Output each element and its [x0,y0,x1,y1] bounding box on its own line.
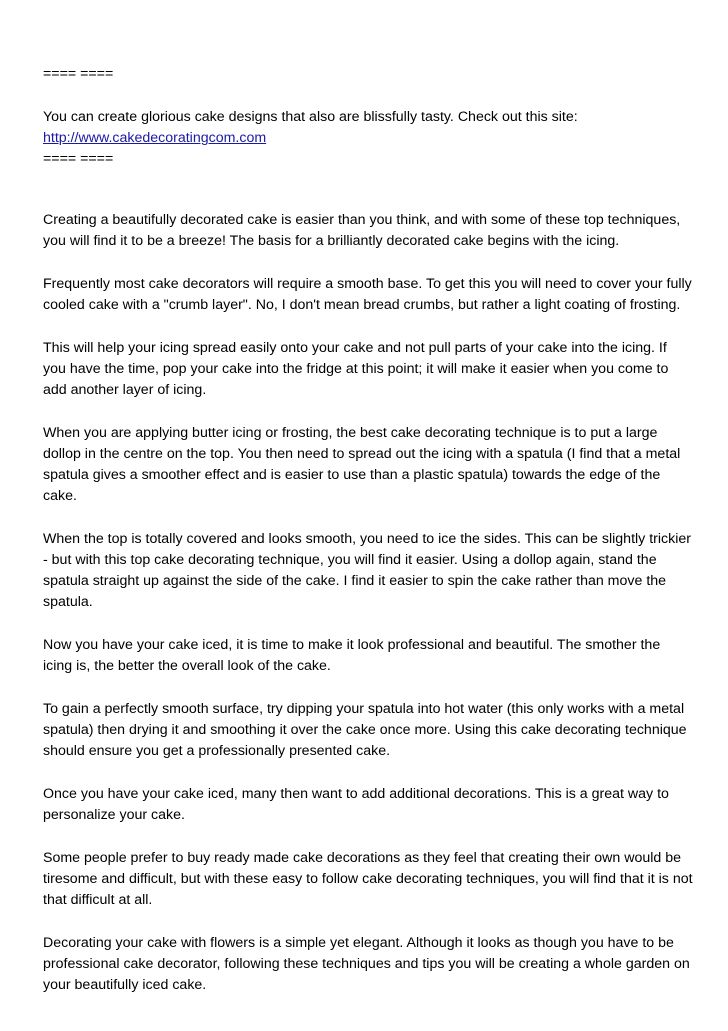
paragraph-6: Now you have your cake iced, it is time to make it look professional and beautiful. The smother the icing is, the better the overall look of the cake. [43,637,661,674]
paragraph-2: Frequently most cake decorators will require a smooth base. To get this you will need to cover your fully cooled cake with a "crumb layer". No, I don't mean bread crumbs, but rather a light coating of frosting. [43,276,692,313]
paragraph-1: Creating a beautifully decorated cake is easier than you think, and with some of these top techniques, you will find it to be a breeze! The basis for a brilliantly decorated cake begins with the icing. [43,212,681,249]
paragraph-9: Some people prefer to buy ready made cake decorations as they feel that creating their own would be tiresome and difficult, but with these easy to follow cake decorating techniques, you will find that it is not that difficult at all. [43,850,693,908]
article-body [43,210,693,996]
paragraph-3: This will help your icing spread easily onto your cake and not pull parts of your cake into the icing. If you have the time, pop your cake into the fridge at this point; it will make it easier when you come to add another layer of icing. [43,340,669,398]
intro-text: You can create glorious cake designs that also are blissfully tasty. Check out this site: [43,109,578,125]
separator-bottom: ==== ==== [43,151,114,167]
paragraph-4: When you are applying butter icing or frosting, the best cake decorating technique is to put a large dollop in the centre on the top. You then need to spread out the icing with a spatula (I find that a metal spatula gives a smoother effect and is easier to use than a plastic spatula) towards the edge of the cake. [43,425,681,504]
site-link[interactable]: http://www.cakedecoratingcom.com [43,130,267,146]
paragraph-10: Decorating your cake with flowers is a simple yet elegant. Although it looks as though you have to be professional cake decorator, following these techniques and tips you will be creating a whole garden on your beautifully iced cake. [43,935,690,993]
intro-block [43,107,693,149]
paragraph-7: To gain a perfectly smooth surface, try dipping your spatula into hot water (this only works with a metal spatula) then drying it and smoothing it over the cake once more. Using this cake decorating technique should ensure you get a professionally presented cake. [43,701,687,759]
paragraph-5: When the top is totally covered and looks smooth, you need to ice the sides. This can be slightly trickier - but with this top cake decorating technique, you will find it easier. Using a dollop again, stand the spatula straight up against the side of the cake. I find it easier to spin the cake rather than move the spatula. [43,531,691,610]
document-page [43,64,693,1018]
separator-top: ==== ==== [43,66,114,82]
paragraph-8: Once you have your cake iced, many then want to add additional decorations. This is a great way to personalize your cake. [43,786,669,823]
